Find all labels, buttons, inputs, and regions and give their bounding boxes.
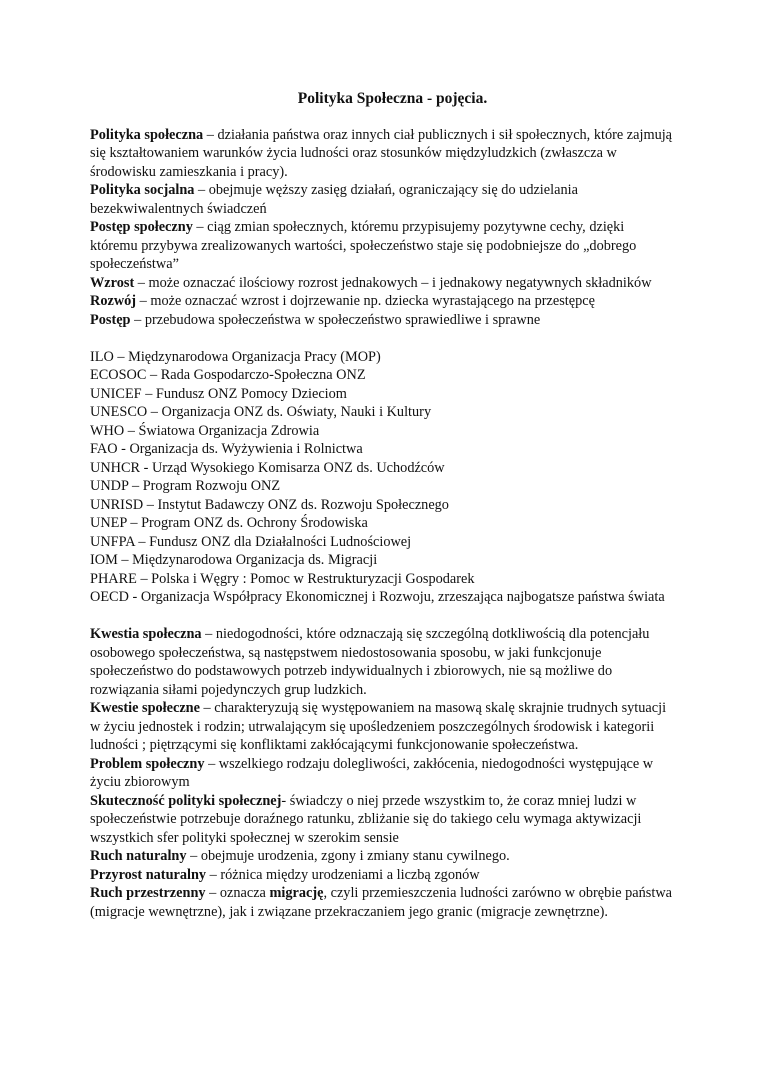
definition-term: Wzrost [90,274,135,291]
definition-separator: – [201,626,216,642]
definition-term: Polityka socjalna [90,182,195,198]
definition-term: Przyrost naturalny [90,866,207,883]
definition-term: Polityka społeczna [90,126,204,143]
definition-paragraph [90,274,675,293]
definition-paragraph [90,292,675,311]
definition-paragraph [90,847,675,866]
definition-text: obejmuje urodzenia, zgony i zmiany stanu cywilnego. [200,848,510,864]
definition-term: Postęp [90,311,131,328]
definition-text: niedogodności, które odznaczają się szczególną dotkliwością dla potencjału osobowego społeczeństwa, są następstwem niedostosowania sposobu, w jaki funkcjonuje społeczeństwo do podstawowych potrzeb indywidualnych i zbiorowych, nie są możliwe do rozwiązania siłami pojedynczych grup ludzkich. [90,626,650,698]
definition-term: Problem społeczny [90,755,205,772]
organization-item: UNESCO – Organizacja ONZ ds. Oświaty, Nauki i Kultury [90,404,432,420]
definition-separator: – [130,311,145,328]
definition-text: obejmuje węższy zasięg działań, ograniczający się do udzielania bezekwiwalentnych świadczeń [90,182,578,217]
definition-separator: – [192,219,208,235]
definition-paragraph [90,218,675,274]
definition-text: , czyli przemieszczenia ludności zarówno w obrębie państwa (migracje wewnętrzne), jak i związane przekraczaniem jego granic (migracje zewnętrzne). [90,885,672,920]
document-page [90,90,675,921]
definition-separator: – [204,755,219,772]
organization-item: UNFPA – Fundusz ONZ dla Działalności Ludnościowej [90,533,412,550]
organization-item: UNEP – Program ONZ ds. Ochrony Środowiska [90,515,368,531]
definition-text: przebudowa społeczeństwa w społeczeństwo sprawiedliwe i sprawne [144,311,541,328]
definition-separator: – [199,700,215,716]
definition-separator: – [206,866,221,883]
definitions-section-1 [90,126,675,330]
definition-paragraph [90,311,675,330]
definition-text: – oznacza [205,885,270,901]
definition-term: Postęp społeczny [90,219,193,235]
definition-term: Rozwój [90,293,137,309]
definition-text: może oznaczać ilościowy rozrost jednakowych – i jednakowy negatywnych składników [148,274,652,291]
organization-item: PHARE – Polska i Węgry : Pomoc w Restrukturyzacji Gospodarek [90,570,475,587]
definition-paragraph [90,792,675,848]
definition-text: może oznaczać wzrost i dojrzewanie np. dziecka wyrastającego na przestępcę [150,293,595,309]
definition-emphasis: migrację [269,885,324,901]
definition-separator: – [134,274,149,291]
organization-item: UNICEF – Fundusz ONZ Pomocy Dzieciom [90,385,347,402]
definition-text: świadczy o niej przede wszystkim to, że coraz mniej ludzi w społeczeństwie potrzebuje doraźnego ratunku, zbliżanie się do takiego celu wymaga aktywizacji wszystkich sfer polityki społecznej w szerokim sensie [90,792,642,846]
definitions-section-2 [90,625,675,884]
definition-term: Ruch naturalny [90,848,187,864]
definition-text: wszelkiego rodzaju dolegliwości, zakłócenia, niedogodności występujące w życiu zbiorowym [90,755,654,790]
definition-separator: - [281,792,290,809]
definition-paragraph [90,755,675,792]
organization-item: UNRISD – Instytut Badawczy ONZ ds. Rozwoju Społecznego [90,496,449,513]
definition-separator: – [194,182,209,198]
page-title: Polityka Społeczna - pojęcia. [297,90,488,107]
organization-item: OECD - Organizacja Współpracy Ekonomicznej i Rozwoju, zrzeszająca najbogatsze państwa świata [90,589,665,605]
definition-separator: – [186,848,201,864]
definition-paragraph [90,699,675,755]
organization-item: FAO - Organizacja ds. Wyżywienia i Rolnictwa [90,441,363,457]
definition-separator: – [203,126,218,143]
definition-text: różnica między urodzeniami a liczbą zgonów [220,866,480,883]
definition-paragraph [90,181,675,218]
definition-term: Ruch przestrzenny [90,885,206,901]
definition-paragraph [90,126,675,182]
organization-item: ILO – Międzynarodowa Organizacja Pracy (MOP) [90,348,381,365]
definition-term: Kwestia społeczna [90,626,202,642]
definition-separator: – [136,293,151,309]
definition-text: ciąg zmian społecznych, któremu przypisujemy pozytywne cechy, dzięki któremu przybywa zrealizowanych wartości, społeczeństwo staje się podobniejsze do „dobrego społeczeństwa” [90,219,637,272]
organization-item: IOM – Międzynarodowa Organizacja ds. Migracji [90,552,378,568]
definition-paragraph [90,625,675,699]
organizations-list [90,348,675,607]
organization-item: UNDP – Program Rozwoju ONZ [90,478,281,494]
definition-text: charakteryzują się występowaniem na masową skalę skrajnie trudnych sytuacji w życiu jednostek i rodzin; utrwalającym się upośledzeniem poszczególnych środowisk i kategorii ludności ; piętrzącymi się konfliktami zakłócającymi funkcjonowanie społeczeństwa. [90,700,667,753]
definition-term: Kwestie społeczne [90,700,200,716]
organization-item: ECOSOC – Rada Gospodarczo-Społeczna ONZ [90,367,366,383]
definition-paragraph [90,866,675,885]
definition-text: działania państwa oraz innych ciał publicznych i sił społecznych, które zajmują się kształtowaniem warunków życia ludności oraz stosunków międzyludzkich (zwłaszcza w środowisku zamieszkania i pracy). [90,126,673,180]
organization-item: WHO – Światowa Organizacja Zdrowia [90,422,320,439]
organization-item: UNHCR - Urząd Wysokiego Komisarza ONZ ds. Uchodźców [90,459,445,476]
definition-term: Skuteczność polityki społecznej [90,792,282,809]
definition-ruch-przestrzenny [90,884,675,921]
